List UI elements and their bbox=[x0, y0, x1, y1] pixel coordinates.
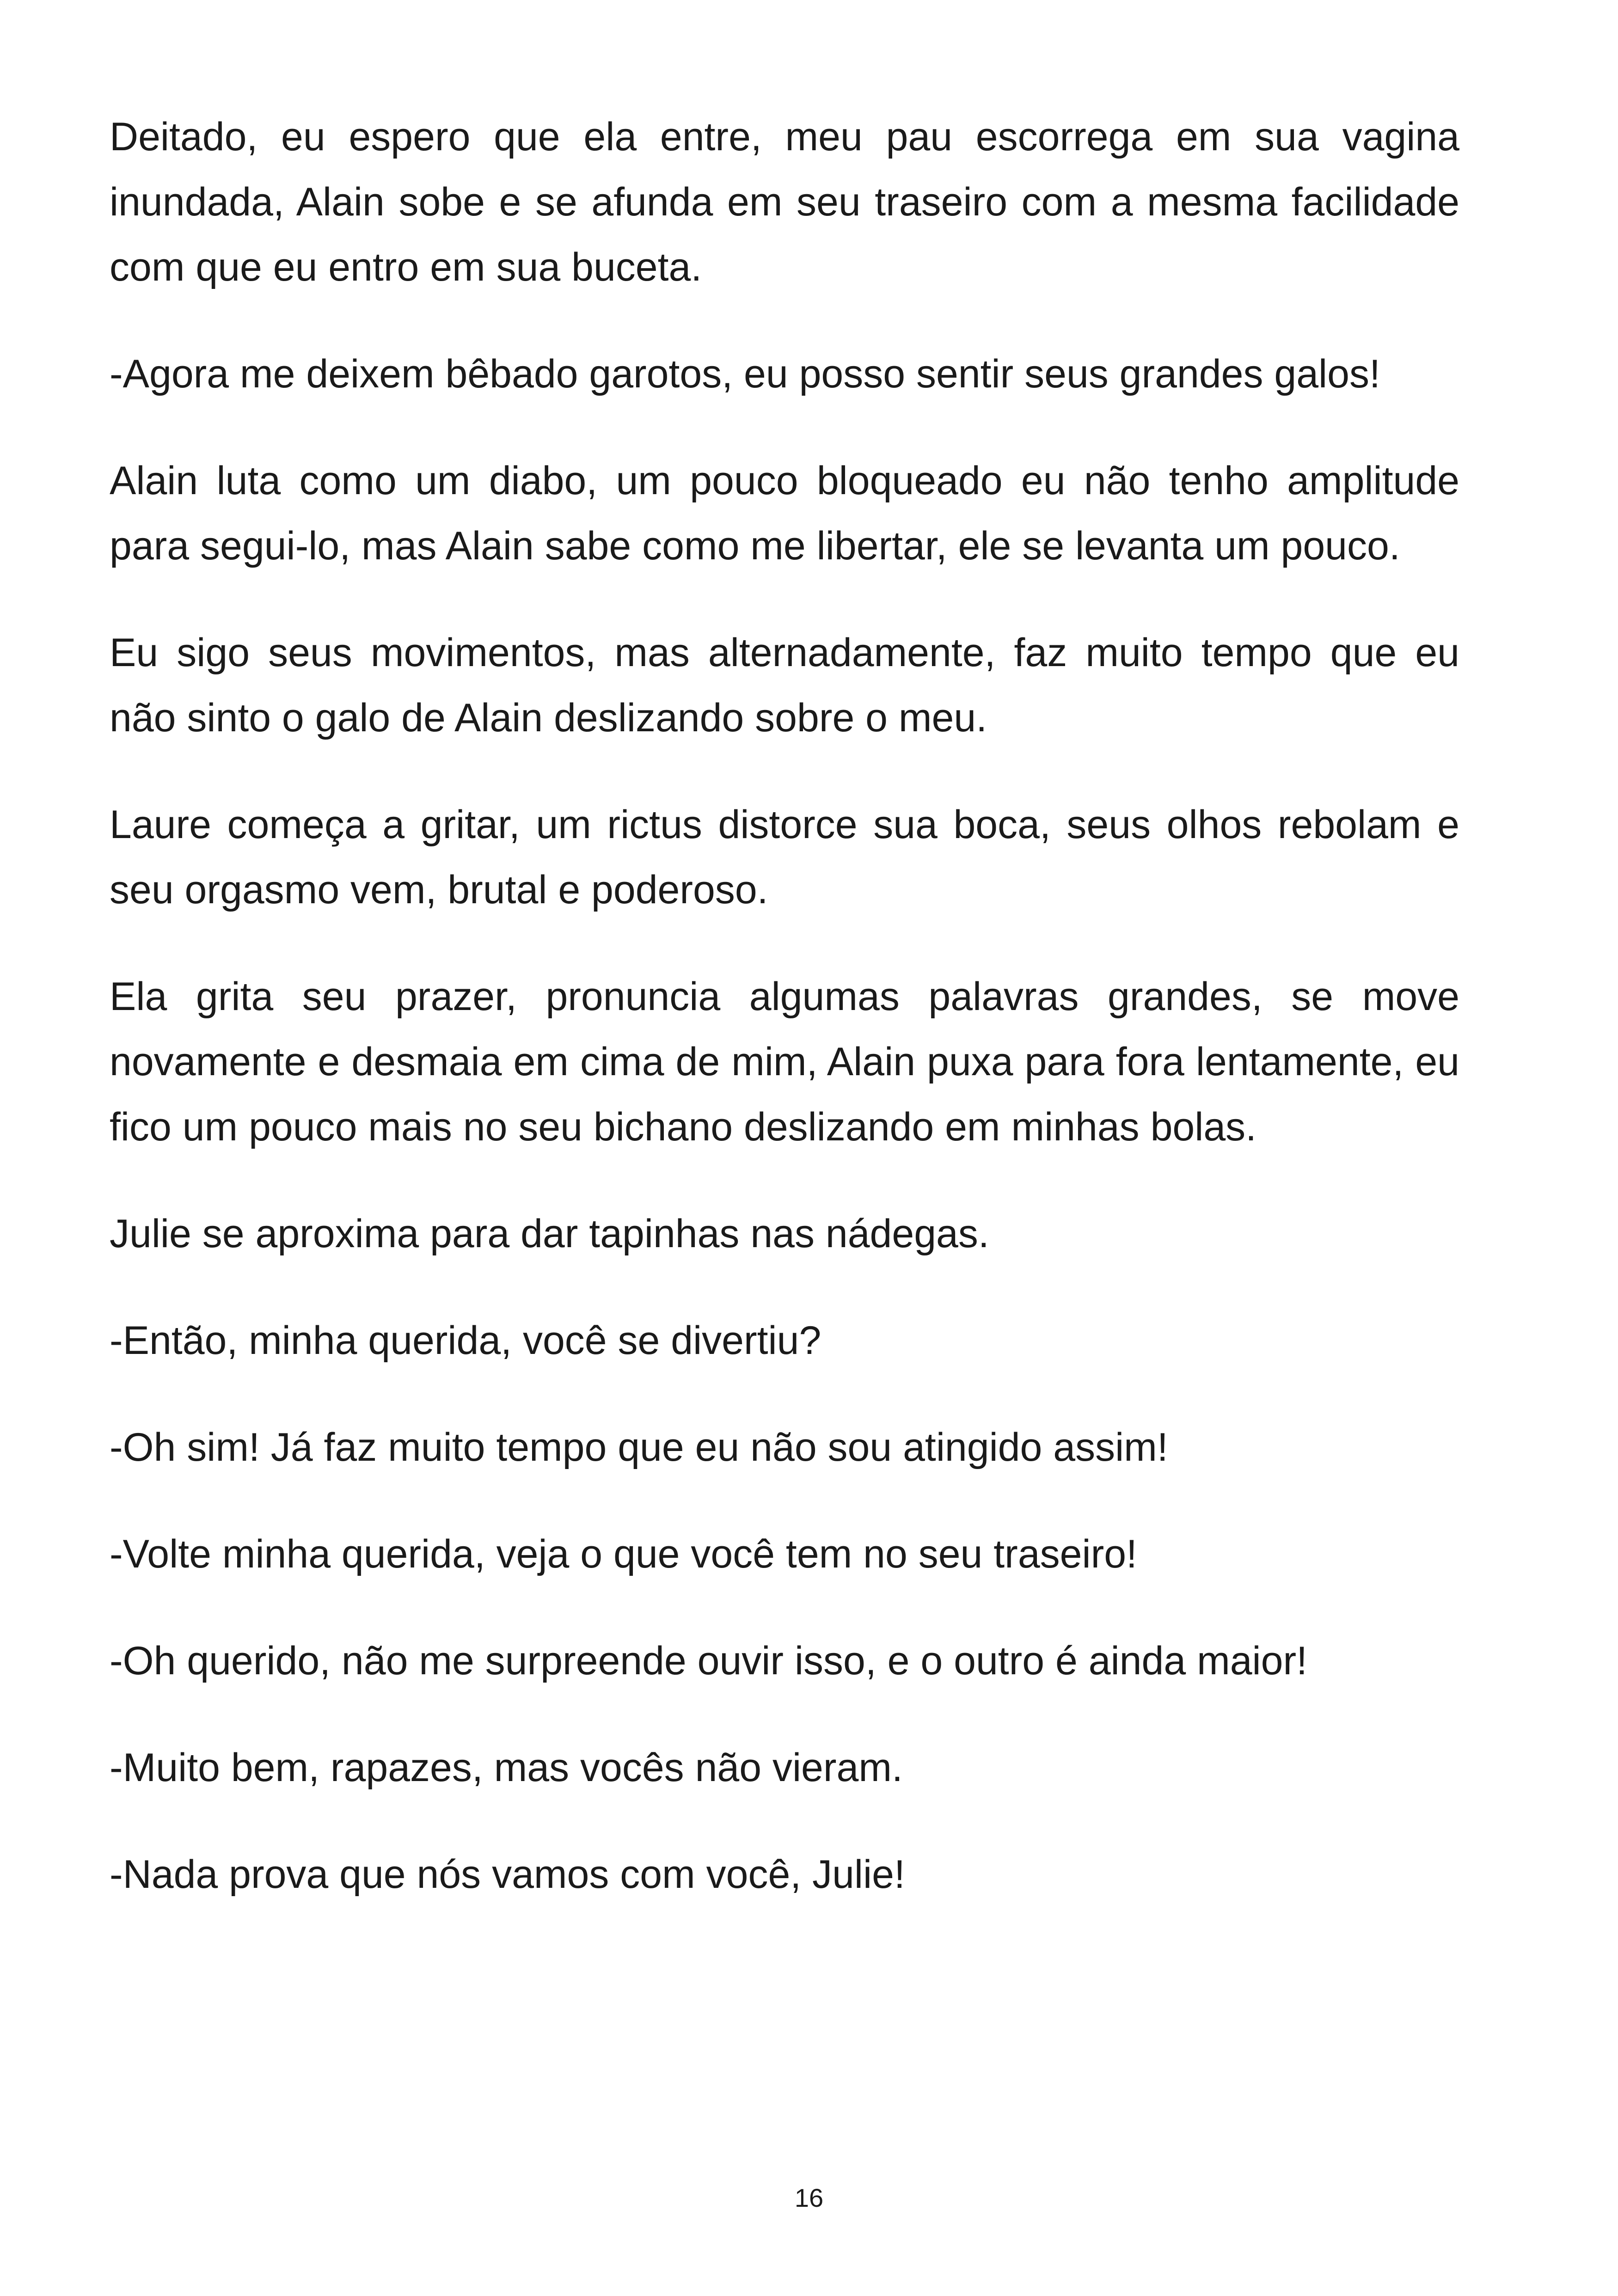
paragraph-9: -Oh sim! Já faz muito tempo que eu não sou atingido assim! bbox=[110, 1425, 1168, 1469]
paragraph-10: -Volte minha querida, veja o que você tem no seu traseiro! bbox=[110, 1532, 1137, 1576]
paragraph-13: -Nada prova que nós vamos com você, Julie! bbox=[110, 1852, 905, 1897]
paragraph-11: -Oh querido, não me surpreende ouvir isso, e o outro é ainda maior! bbox=[110, 1639, 1308, 1683]
page-number: 16 bbox=[794, 2183, 824, 2212]
paragraph-6: Ela grita seu prazer, pronuncia algumas palavras grandes, se move novamente e desmaia em cima de mim, Alain puxa para fora lentamente, eu fico um pouco mais no seu bichano deslizando em minhas bolas. bbox=[110, 974, 1459, 1149]
paragraph-4: Eu sigo seus movimentos, mas alternadamente, faz muito tempo que eu não sinto o galo de Alain deslizando sobre o meu. bbox=[110, 631, 1459, 740]
paragraph-7: Julie se aproxima para dar tapinhas nas nádegas. bbox=[110, 1212, 989, 1256]
paragraph-2: -Agora me deixem bêbado garotos, eu posso sentir seus grandes galos! bbox=[110, 352, 1380, 396]
body-text bbox=[110, 104, 1459, 1907]
paragraph-3: Alain luta como um diabo, um pouco bloqueado eu não tenho amplitude para segui-lo, mas Alain sabe como me libertar, ele se levanta um pouco. bbox=[110, 459, 1459, 568]
paragraph-5: Laure começa a gritar, um rictus distorce sua boca, seus olhos rebolam e seu orgasmo vem, brutal e poderoso. bbox=[110, 802, 1459, 912]
paragraph-8: -Então, minha querida, você se divertiu? bbox=[110, 1318, 821, 1363]
paragraph-1: Deitado, eu espero que ela entre, meu pau escorrega em sua vagina inundada, Alain sobe e se afunda em seu traseiro com a mesma facilidade com que eu entro em sua buceta. bbox=[110, 115, 1459, 289]
paragraph-12: -Muito bem, rapazes, mas vocês não vieram. bbox=[110, 1745, 903, 1790]
